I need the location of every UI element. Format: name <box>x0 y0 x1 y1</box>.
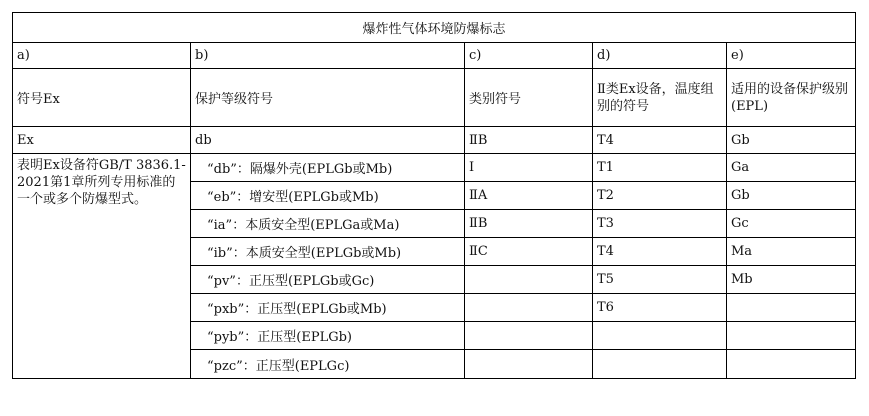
table-row <box>13 127 856 154</box>
table-row <box>13 154 856 182</box>
cell-protection: “ia”：本质安全型(EPLGa或Ma) <box>191 210 465 238</box>
cell-protection: “db”：隔爆外壳(EPLGb或Mb) <box>191 154 465 182</box>
header-category: 类别符号 <box>465 69 593 127</box>
header-temperature-class: Ⅱ类Ex设备，温度组别的符号 <box>593 69 727 127</box>
cell-protection: “pyb”：正压型(EPLGb) <box>191 322 465 350</box>
cell-protection: db <box>191 127 465 154</box>
cell-epl: Gb <box>727 127 856 154</box>
cell-temperature <box>593 322 727 350</box>
cell-temperature: T2 <box>593 182 727 210</box>
cell-protection: “pzc”：正压型(EPLGc) <box>191 350 465 379</box>
cell-epl <box>727 350 856 379</box>
cell-symbol: Ex <box>13 127 191 154</box>
cell-epl: Gc <box>727 210 856 238</box>
column-letter-b: b) <box>191 43 465 69</box>
note-cell: 表明Ex设备符GB/T 3836.1-2021第1章所列专用标准的一个或多个防爆型式。 <box>13 154 191 379</box>
cell-temperature: T3 <box>593 210 727 238</box>
cell-category <box>465 294 593 322</box>
cell-temperature <box>593 350 727 379</box>
cell-temperature: T4 <box>593 127 727 154</box>
column-letter-d: d) <box>593 43 727 69</box>
cell-epl: Ma <box>727 238 856 266</box>
cell-category <box>465 266 593 294</box>
cell-epl <box>727 294 856 322</box>
cell-category <box>465 322 593 350</box>
cell-category: Ⅰ <box>465 154 593 182</box>
column-letter-c: c) <box>465 43 593 69</box>
cell-epl: Ga <box>727 154 856 182</box>
column-letter-row <box>13 43 856 69</box>
cell-category: ⅡB <box>465 210 593 238</box>
cell-temperature: T1 <box>593 154 727 182</box>
cell-category <box>465 350 593 379</box>
header-epl: 适用的设备保护级别(EPL) <box>727 69 856 127</box>
cell-epl: Mb <box>727 266 856 294</box>
header-symbol: 符号Ex <box>13 69 191 127</box>
header-protection-level: 保护等级符号 <box>191 69 465 127</box>
cell-protection: “pv”：正压型(EPLGb或Gc) <box>191 266 465 294</box>
cell-protection: “ib”：本质安全型(EPLGb或Mb) <box>191 238 465 266</box>
cell-protection: “pxb”：正压型(EPLGb或Mb) <box>191 294 465 322</box>
cell-temperature: T4 <box>593 238 727 266</box>
column-letter-a: a) <box>13 43 191 69</box>
cell-epl <box>727 322 856 350</box>
table-title: 爆炸性气体环境防爆标志 <box>13 13 856 43</box>
cell-category: ⅡB <box>465 127 593 154</box>
explosion-proof-marking-table <box>12 12 856 379</box>
column-letter-e: e) <box>727 43 856 69</box>
cell-protection: “eb”：增安型(EPLGb或Mb) <box>191 182 465 210</box>
cell-temperature: T6 <box>593 294 727 322</box>
cell-temperature: T5 <box>593 266 727 294</box>
table-title-row <box>13 13 856 43</box>
cell-category: ⅡA <box>465 182 593 210</box>
cell-category: ⅡC <box>465 238 593 266</box>
cell-epl: Gb <box>727 182 856 210</box>
column-header-row <box>13 69 856 127</box>
